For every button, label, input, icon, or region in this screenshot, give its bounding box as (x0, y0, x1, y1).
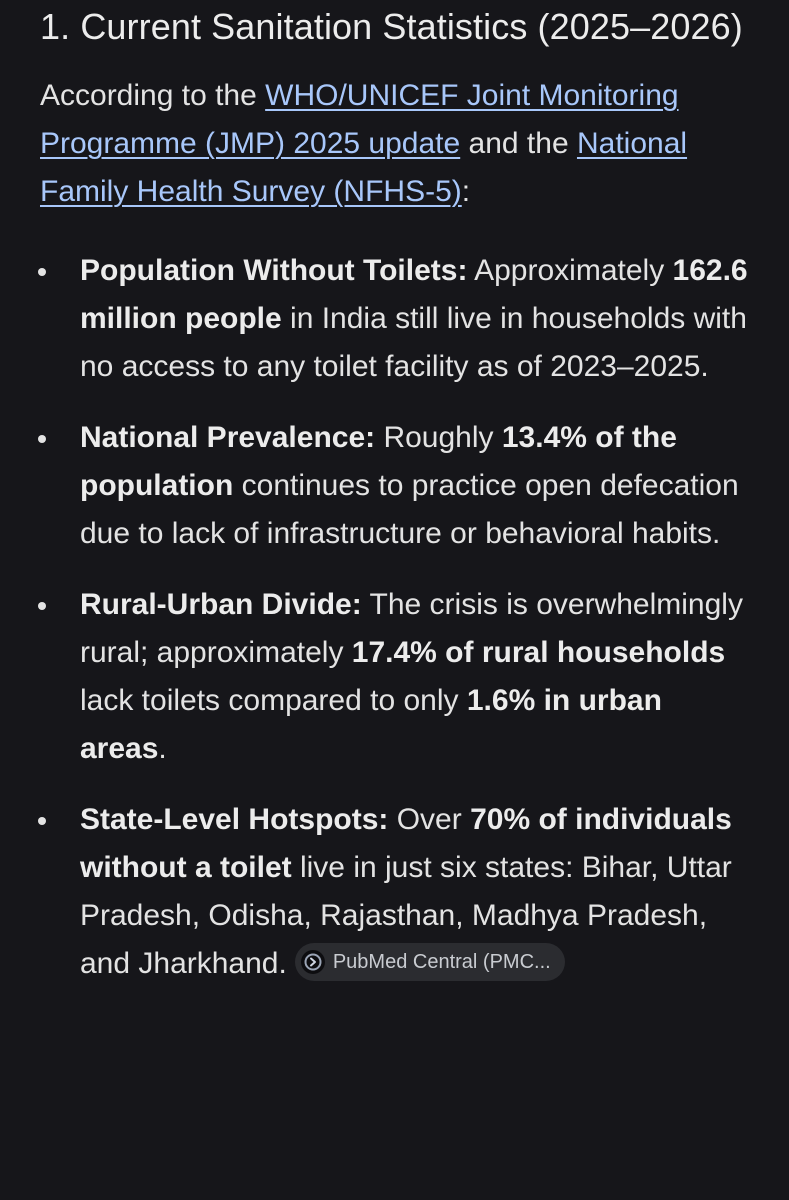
bullet-highlight: 70% of individuals without a toilet (80, 803, 732, 884)
source-chip-label: PubMed Central (PMC... (332, 951, 551, 974)
section-heading: 1. Current Sanitation Statistics (2025–2026) (40, 6, 743, 47)
jmp-source-link[interactable]: WHO/UNICEF Joint Monitoring Programme (JMP) 2025 update (40, 79, 679, 160)
bullet-dot-icon (38, 817, 46, 825)
bullet-label: Population Without Toilets: (80, 254, 468, 287)
bullet-population-without-toilets (40, 247, 749, 391)
bullet-rural-urban-divide (40, 581, 749, 773)
bullet-highlight: 1.6% in urban areas (80, 684, 662, 765)
intro-suffix: : (461, 175, 471, 208)
bullet-dot-icon (38, 602, 46, 610)
bullet-highlight: 17.4% of rural households (351, 636, 726, 669)
bullet-text: Roughly (375, 421, 502, 454)
bullet-national-prevalence (40, 414, 749, 558)
bullet-text: Approximately (467, 254, 673, 287)
bullet-text: . (158, 732, 167, 765)
bullet-text: continues to practice open defecation due to lack of infrastructure or behavioral habits. (80, 469, 739, 550)
bullet-state-level-hotspots (40, 796, 749, 988)
bullet-label: State-Level Hotspots: (80, 803, 389, 836)
bullet-text: in India still live in households with no access to any toilet facility as of 2023–2025. (80, 302, 747, 383)
intro-prefix: According to the (40, 79, 266, 112)
source-chip[interactable] (295, 943, 565, 981)
bullet-dot-icon (38, 435, 46, 443)
bullet-highlight: 13.4% of the population (80, 421, 677, 502)
intro-middle: and the (460, 127, 577, 160)
bullet-label: Rural-Urban Divide: (80, 588, 362, 621)
bullet-highlight: 162.6 million people (80, 254, 748, 335)
bullet-label: National Prevalence: (80, 421, 376, 454)
intro-paragraph (40, 72, 749, 216)
bullet-dot-icon (38, 268, 46, 276)
statistics-list (40, 247, 749, 988)
nfhs-source-link[interactable]: National Family Health Survey (NFHS-5) (40, 127, 688, 208)
pmc-source-icon (301, 950, 325, 974)
bullet-text: The crisis is overwhelmingly rural; approximately (80, 588, 743, 669)
bullet-text: lack toilets compared to only (80, 684, 467, 717)
bullet-text: live in just six states: Bihar, Uttar Pradesh, Odisha, Rajasthan, Madhya Pradesh, and Jharkhand. (80, 851, 732, 980)
bullet-text: Over (388, 803, 471, 836)
